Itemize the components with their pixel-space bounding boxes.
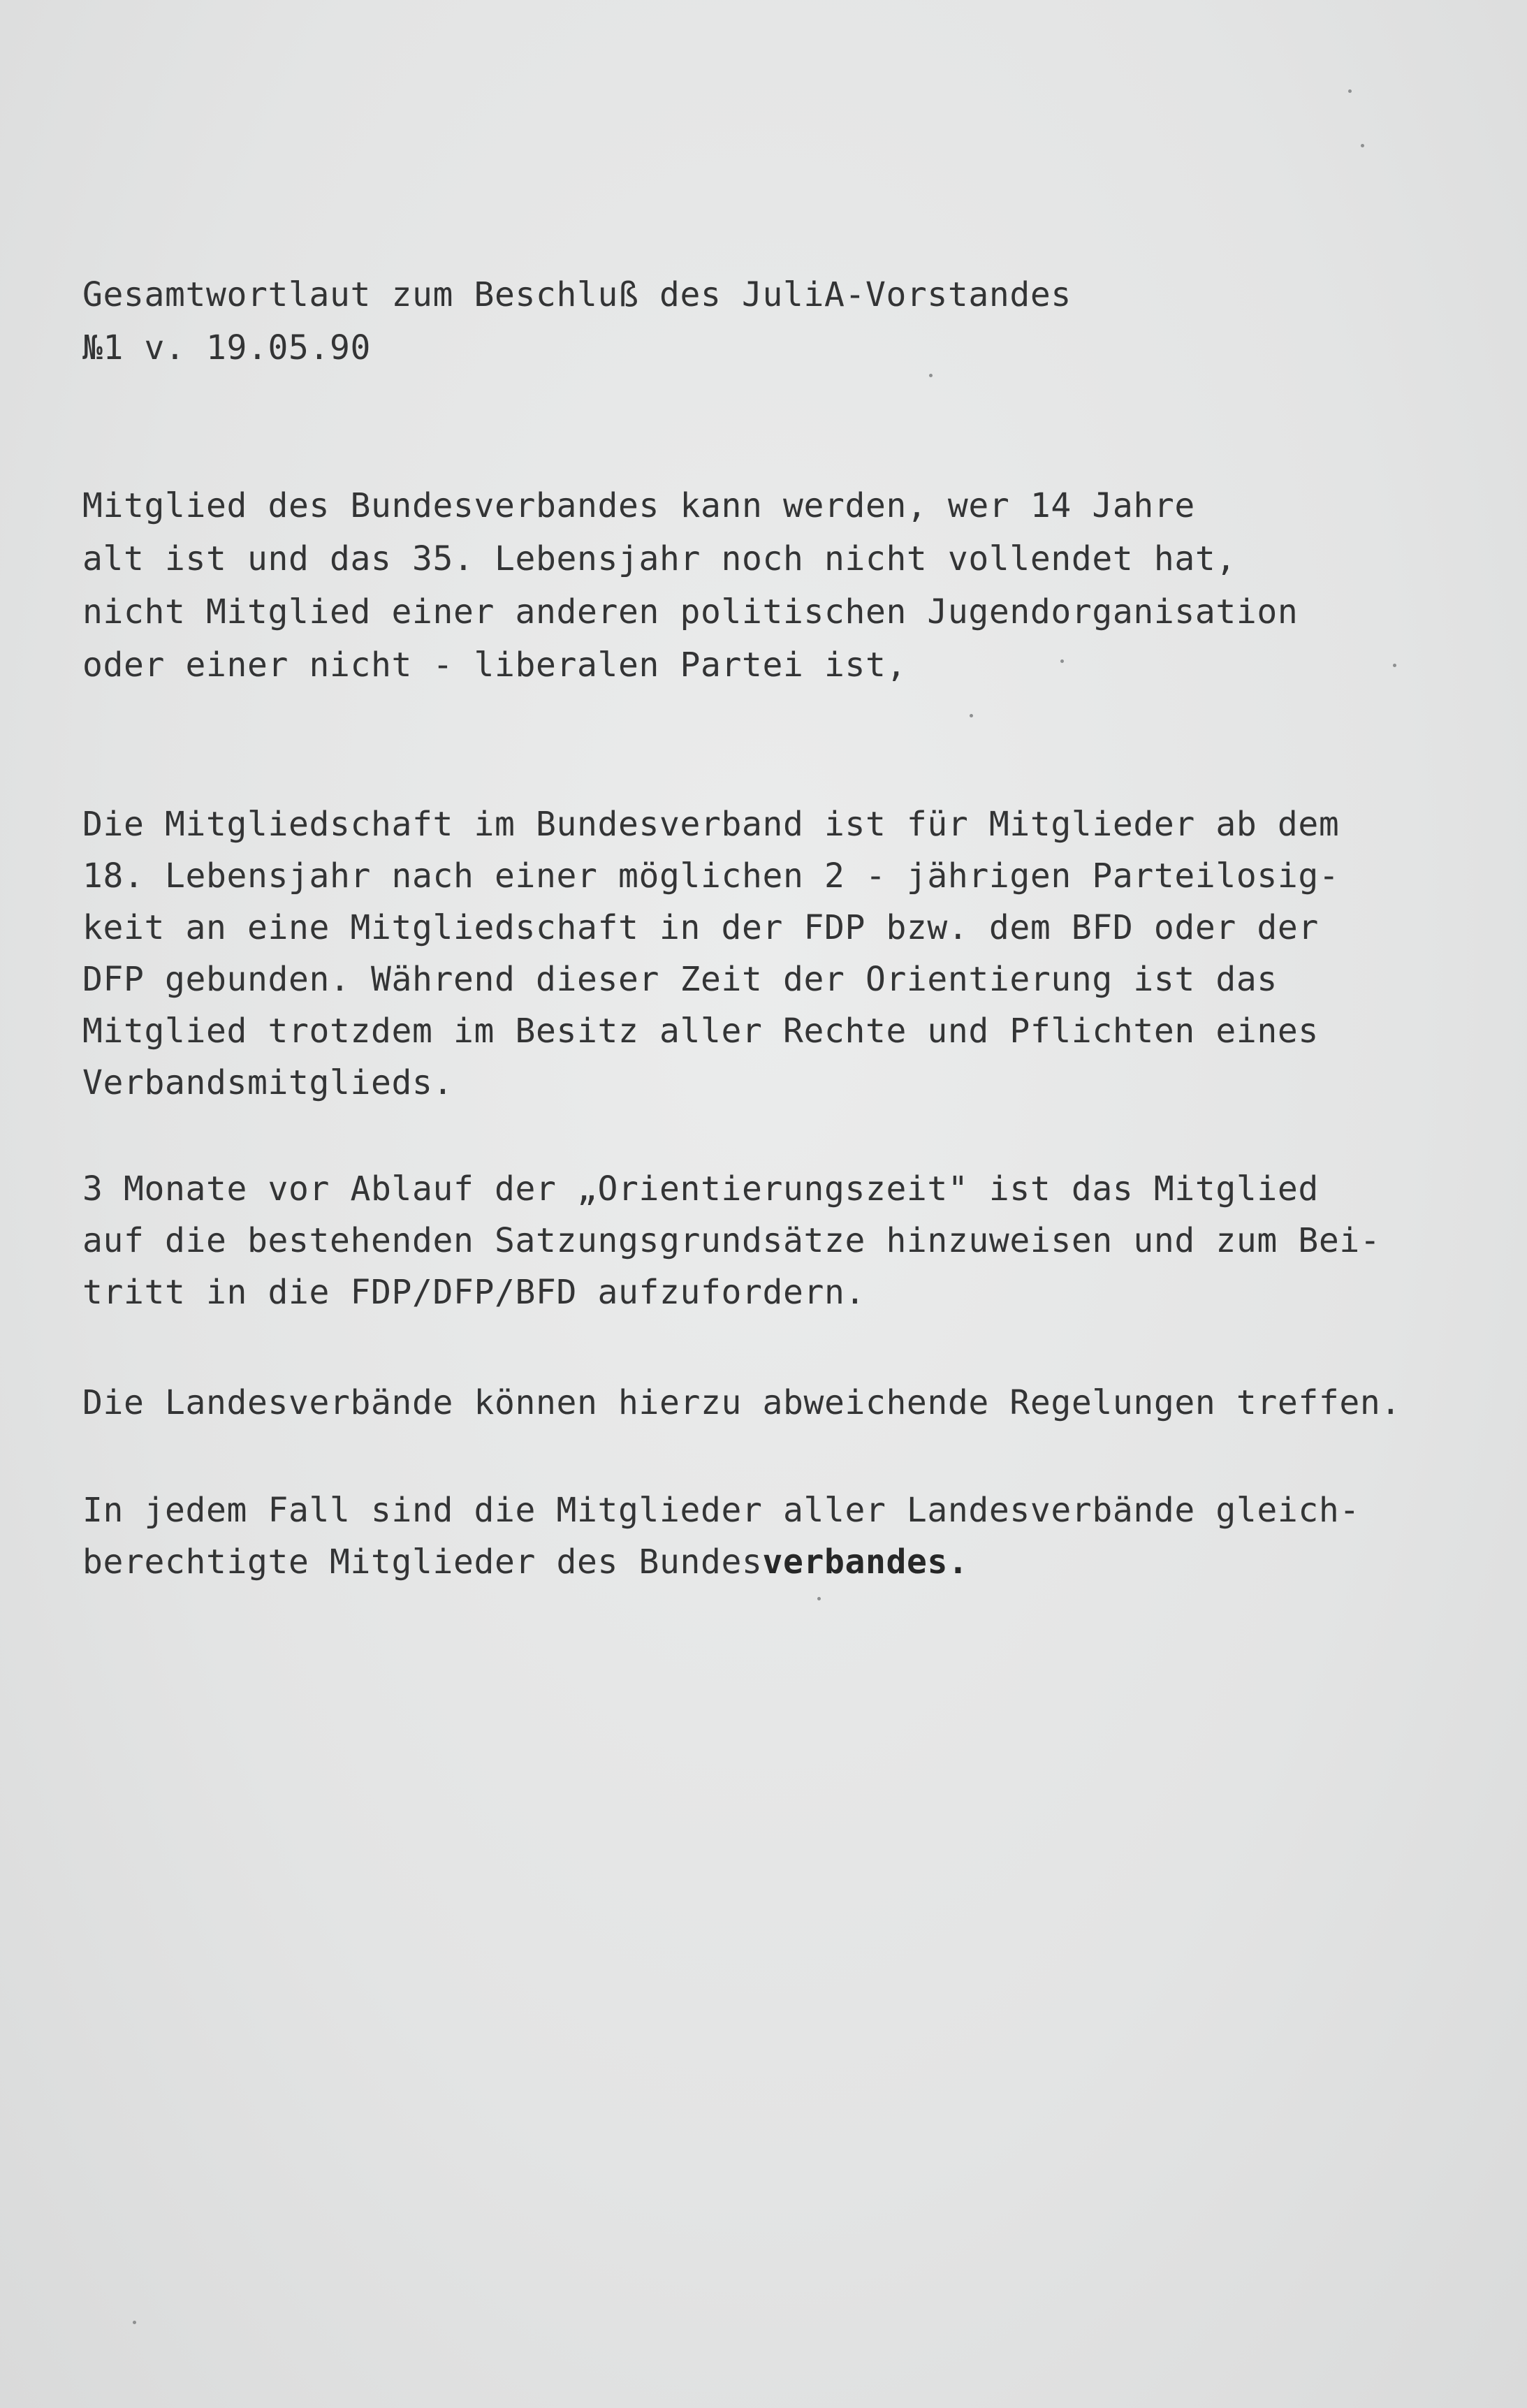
document-heading: Gesamtwortlaut zum Beschluß des JuliA-Vorstandes bbox=[82, 275, 1072, 314]
paragraph-3-line-2: auf die bestehenden Satzungsgrundsätze hinzuweisen und zum Bei- bbox=[82, 1221, 1381, 1260]
paper-speck bbox=[133, 2321, 136, 2324]
paper-speck bbox=[1393, 664, 1396, 667]
paper-speck bbox=[1060, 659, 1064, 663]
document-reference-date: №1 v. 19.05.90 bbox=[82, 328, 371, 367]
paper-speck bbox=[970, 714, 973, 717]
paragraph-2-line-5: Mitglied trotzdem im Besitz aller Rechte und Pflichten eines bbox=[82, 1012, 1319, 1051]
paragraph-1-line-4: oder einer nicht - liberalen Partei ist, bbox=[82, 645, 907, 685]
paragraph-1-line-2: alt ist und das 35. Lebensjahr noch nicht vollendet hat, bbox=[82, 539, 1236, 578]
paragraph-4-line-1: Die Landesverbände können hierzu abweichende Regelungen treffen. bbox=[82, 1383, 1401, 1422]
paragraph-5-line-1: In jedem Fall sind die Mitglieder aller Landesverbände gleich- bbox=[82, 1491, 1360, 1530]
paragraph-1-line-1: Mitglied des Bundesverbandes kann werden, wer 14 Jahre bbox=[82, 486, 1195, 525]
paragraph-2-line-2: 18. Lebensjahr nach einer möglichen 2 - jährigen Parteilosig- bbox=[82, 856, 1340, 896]
paragraph-5-line-2-end: verbandes. bbox=[762, 1542, 969, 1582]
paragraph-3-line-1: 3 Monate vor Ablauf der „Orientierungszeit" ist das Mitglied bbox=[82, 1169, 1319, 1209]
paper-speck bbox=[1348, 89, 1352, 93]
paragraph-1-line-3: nicht Mitglied einer anderen politischen Jugendorganisation bbox=[82, 592, 1299, 632]
paragraph-2-line-3: keit an eine Mitgliedschaft in der FDP bzw. dem BFD oder der bbox=[82, 908, 1319, 947]
paragraph-2-line-1: Die Mitgliedschaft im Bundesverband ist für Mitglieder ab dem bbox=[82, 805, 1340, 844]
paragraph-5-line-2-start: berechtigte Mitglieder des Bundes bbox=[82, 1542, 763, 1582]
paragraph-2-line-4: DFP gebunden. Während dieser Zeit der Orientierung ist das bbox=[82, 960, 1278, 999]
paragraph-2-line-6: Verbandsmitglieds. bbox=[82, 1063, 453, 1102]
paper-speck bbox=[817, 1597, 821, 1600]
paragraph-5-line-2 bbox=[82, 1542, 969, 1582]
paragraph-3-line-3: tritt in die FDP/DFP/BFD aufzufordern. bbox=[82, 1273, 865, 1312]
paper-speck bbox=[929, 374, 933, 377]
paper-speck bbox=[1361, 144, 1364, 147]
